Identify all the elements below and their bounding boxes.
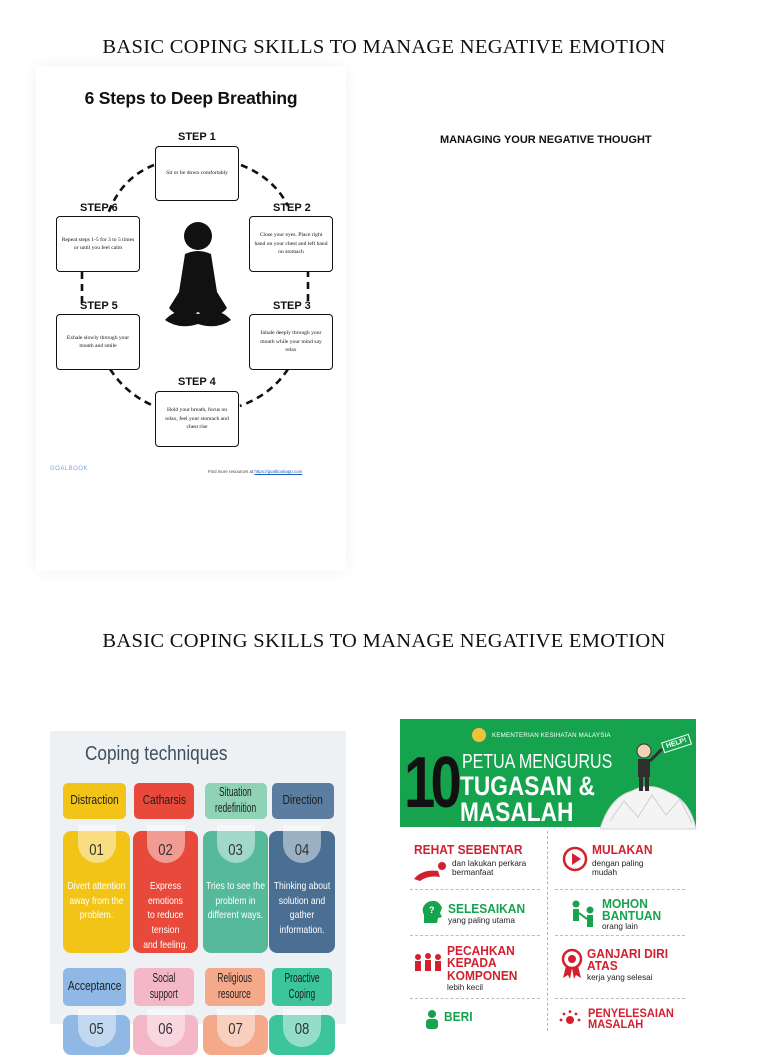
- tip-7-title: BERI: [444, 1009, 473, 1024]
- deep-breathing-poster: [36, 66, 346, 571]
- person-icon: [422, 1009, 442, 1029]
- technique-number: 06: [158, 1021, 173, 1038]
- help-flag: HELP!: [661, 734, 692, 753]
- technique-header-distraction: Distraction: [63, 783, 126, 819]
- meditating-person-icon: [161, 220, 233, 330]
- stressed-man-on-paper-pile-icon: [600, 739, 696, 829]
- step-3-label: STEP 3: [273, 300, 311, 312]
- technique-number: 04: [294, 842, 310, 859]
- poster-subtitle: PETUA MENGURUS: [462, 751, 613, 773]
- tip-8-title: PENYELESAIAN MASALAH: [588, 1006, 674, 1032]
- resources-prefix: Find more resources at: [208, 469, 254, 474]
- step-5-box: Exhale slowly through your mouth and smile: [56, 314, 140, 370]
- technique-number: 03: [228, 842, 243, 859]
- technique-header-acceptance: Acceptance: [63, 968, 126, 1006]
- tip-6-title: GANJARI DIRI ATAS: [587, 946, 669, 974]
- tip-4-title: MOHON BANTUAN: [602, 896, 662, 924]
- step-1-box: Sit or lie down comfortably: [155, 146, 239, 201]
- award-ribbon-icon: [560, 948, 584, 980]
- tips-count: 10: [404, 743, 458, 823]
- poster-title-line-2: TUGASAN &: [460, 771, 595, 801]
- negative-thought-heading: MANAGING YOUR NEGATIVE THOUGHT: [440, 134, 652, 146]
- step-2-label: STEP 2: [273, 202, 311, 214]
- page-heading-bottom: BASIC COPING SKILLS TO MANAGE NEGATIVE EMOTION: [102, 630, 666, 652]
- technique-header-situation: Situation redefinition: [205, 783, 267, 819]
- technique-header-social-support: Social support: [134, 968, 194, 1006]
- tip-5-subtitle: lebih kecil: [447, 983, 483, 992]
- head-question-icon: [420, 899, 444, 925]
- technique-card-acceptance: [63, 1015, 130, 1055]
- technique-number: 02: [158, 842, 173, 859]
- sun-icon: [558, 1010, 582, 1026]
- resources-link[interactable]: https://goalbookapp.com: [254, 469, 303, 474]
- technique-header-religious: Religious resource: [205, 968, 265, 1006]
- resting-person-icon: [412, 859, 448, 883]
- technique-number: 08: [294, 1021, 310, 1038]
- tip-4-subtitle: orang lain: [602, 922, 638, 931]
- technique-card-catharsis: 02 Express emotions to reduce tension and feeling.: [133, 831, 198, 953]
- goalbook-logo: GOALBOOK: [50, 466, 89, 472]
- step-1-label: STEP 1: [178, 131, 216, 143]
- tip-3-title: SELESAIKAN: [448, 901, 526, 916]
- technique-card-proactive: [269, 1015, 335, 1055]
- technique-number: 05: [89, 1021, 104, 1038]
- technique-header-direction: Direction: [272, 783, 334, 819]
- technique-card-social-support: [133, 1015, 198, 1055]
- technique-header-catharsis: Catharsis: [134, 783, 194, 819]
- technique-card-direction: 04 Thinking about solution and gather information.: [269, 831, 335, 953]
- tip-1-subtitle: dan lakukan perkara bermanfaat: [452, 859, 527, 878]
- tip-6-subtitle: kerja yang selesai: [587, 973, 653, 982]
- technique-header-proactive: Proactive Coping: [272, 968, 332, 1006]
- step-6-box: Repeat steps 1-5 for 3 to 5 times or until you feel calm: [56, 216, 140, 272]
- step-4-box: Hold your breath, focus on relax, feel your stomach and chest rise: [155, 391, 239, 447]
- tip-2-title: MULAKAN: [592, 842, 653, 857]
- page-heading-top: BASIC COPING SKILLS TO MANAGE NEGATIVE EMOTION: [102, 36, 666, 58]
- technique-card-religious: [203, 1015, 268, 1055]
- tip-1-title: REHAT SEBENTAR: [414, 842, 523, 857]
- coping-techniques-infographic: [50, 731, 346, 1038]
- technique-card-situation: 03 Tries to see the problem in different ways.: [203, 831, 268, 953]
- technique-number: 01: [89, 842, 104, 859]
- tip-5-title: PECAHKAN KEPADA KOMPONEN: [447, 943, 518, 983]
- poster-title-line-3: MASALAH: [460, 797, 574, 827]
- tip-2-subtitle: dengan paling mudah: [592, 859, 644, 878]
- kkm-tips-poster: [400, 719, 696, 1032]
- ministry-name: KEMENTERIAN KESIHATAN MALAYSIA: [492, 732, 611, 739]
- tip-3-subtitle: yang paling utama: [448, 916, 515, 925]
- helping-people-icon: [567, 899, 599, 931]
- svg-text:?: ?: [429, 905, 435, 915]
- step-4-label: STEP 4: [178, 376, 216, 388]
- coping-title: Coping techniques: [85, 743, 228, 765]
- step-3-box: Inhale deeply through your mouth while your mind say relax: [249, 314, 333, 370]
- step-6-label: STEP 6: [80, 202, 118, 214]
- poster-title: 6 Steps to Deep Breathing: [84, 88, 298, 108]
- team-icon: [412, 951, 444, 975]
- technique-number: 07: [228, 1021, 243, 1038]
- step-2-box: Close your eyes. Place right hand on your chest and left hand on stomach: [249, 216, 333, 272]
- technique-card-distraction: 01 Divert attention away from the problem.: [63, 831, 130, 953]
- resources-footer: [208, 469, 302, 474]
- crest-icon: [472, 728, 486, 742]
- play-icon: [562, 846, 588, 872]
- step-5-label: STEP 5: [80, 300, 118, 312]
